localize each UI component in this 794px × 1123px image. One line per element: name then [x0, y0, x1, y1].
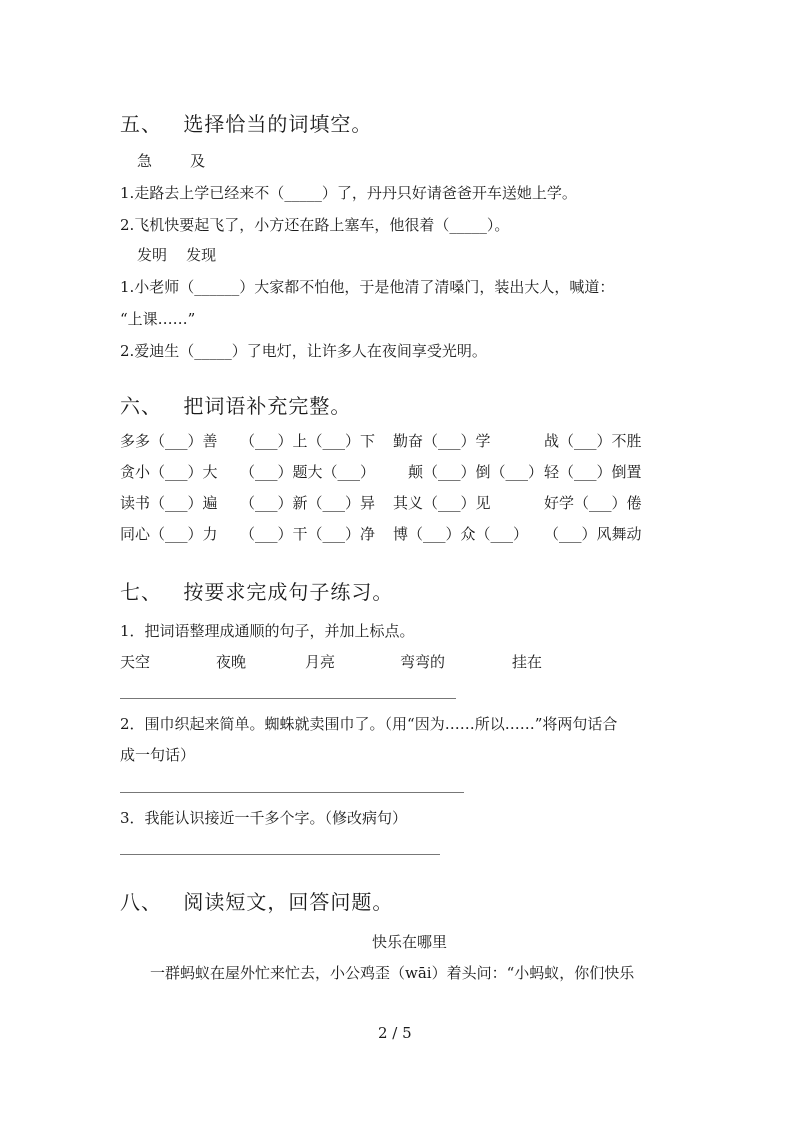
- idiom-item: （___）新（___）异: [240, 494, 376, 512]
- section5-title: 选择恰当的词填空。: [183, 112, 373, 136]
- answer-line[interactable]: [120, 698, 456, 699]
- section7-number: 七、: [120, 580, 162, 604]
- section7-title: 按要求完成句子练习。: [183, 580, 394, 604]
- section5-number: 五、: [120, 112, 162, 136]
- page-number: 2 / 5: [378, 1024, 412, 1042]
- scrambled-word: 弯弯的: [400, 653, 446, 671]
- idiom-item: 战（___）不胜: [544, 432, 642, 450]
- fill-question: 2.飞机快要起飞了，小方还在路上塞车，他很着（_____）。: [120, 216, 510, 234]
- idiom-item: 读书（___）遍: [120, 494, 218, 512]
- scrambled-word: 月亮: [305, 653, 336, 671]
- exercise-question-continued: 成一句话）: [120, 746, 196, 764]
- idiom-item: 勤奋（___）学: [393, 432, 491, 450]
- scrambled-word: 夜晚: [216, 653, 247, 671]
- idiom-item: 其义（___）见: [393, 494, 491, 512]
- section8-title: 阅读短文，回答问题。: [183, 890, 394, 914]
- idiom-item: 博（___）众（___）: [393, 525, 529, 543]
- answer-line[interactable]: [120, 854, 440, 855]
- idiom-item: 好学（___）倦: [544, 494, 642, 512]
- exercise-question: 3．我能认识接近一千多个字。（修改病句）: [120, 809, 408, 827]
- scrambled-word: 挂在: [512, 653, 543, 671]
- section8-heading: [120, 886, 393, 915]
- idiom-item: （___）风舞动: [544, 525, 642, 543]
- answer-line[interactable]: [120, 792, 464, 793]
- fill-question: 1.小老师（______）大家都不怕他，于是他清了清嗓门，装出大人，喊道：: [120, 278, 615, 296]
- idiom-item: （___）题大（___）: [240, 463, 376, 481]
- idiom-item: （___）上（___）下: [240, 432, 376, 450]
- idiom-item: 多多（___）善: [120, 432, 218, 450]
- idiom-item: （___）干（___）净: [240, 525, 376, 543]
- section6-title: 把词语补充完整。: [183, 394, 352, 418]
- passage-title: 快乐在哪里: [372, 933, 448, 951]
- section6-number: 六、: [120, 394, 162, 418]
- idiom-item: 贪小（___）大: [120, 463, 218, 481]
- idiom-item: 同心（___）力: [120, 525, 218, 543]
- fill-question: 1.走路去上学已经来不（_____）了，丹丹只好请爸爸开车送她上学。: [120, 184, 577, 202]
- section5-heading: [120, 108, 372, 137]
- section8-number: 八、: [120, 890, 162, 914]
- exercise-question: 1．把词语整理成通顺的句子，并加上标点。: [120, 622, 415, 640]
- exercise-question: 2．围巾织起来简单。蜘蛛就卖围巾了。（用“因为……所以……”将两句话合: [120, 715, 618, 733]
- fill-question: 2.爱迪生（_____）了电灯，让许多人在夜间享受光明。: [120, 342, 487, 360]
- word-choices-1: 急 及: [137, 152, 206, 170]
- section7-heading: [120, 576, 393, 605]
- fill-question-continued: “上课……”: [120, 310, 196, 328]
- word-choices-2: 发明 发现: [137, 246, 217, 264]
- idiom-item: 轻（___）倒置: [544, 463, 642, 481]
- passage-text: 一群蚂蚁在屋外忙来忙去，小公鸡歪（wāi）着头问：“小蚂蚁，你们快乐: [150, 964, 635, 982]
- section6-heading: [120, 390, 351, 419]
- scrambled-word: 天空: [120, 653, 151, 671]
- idiom-item: 颠（___）倒（___）: [408, 463, 544, 481]
